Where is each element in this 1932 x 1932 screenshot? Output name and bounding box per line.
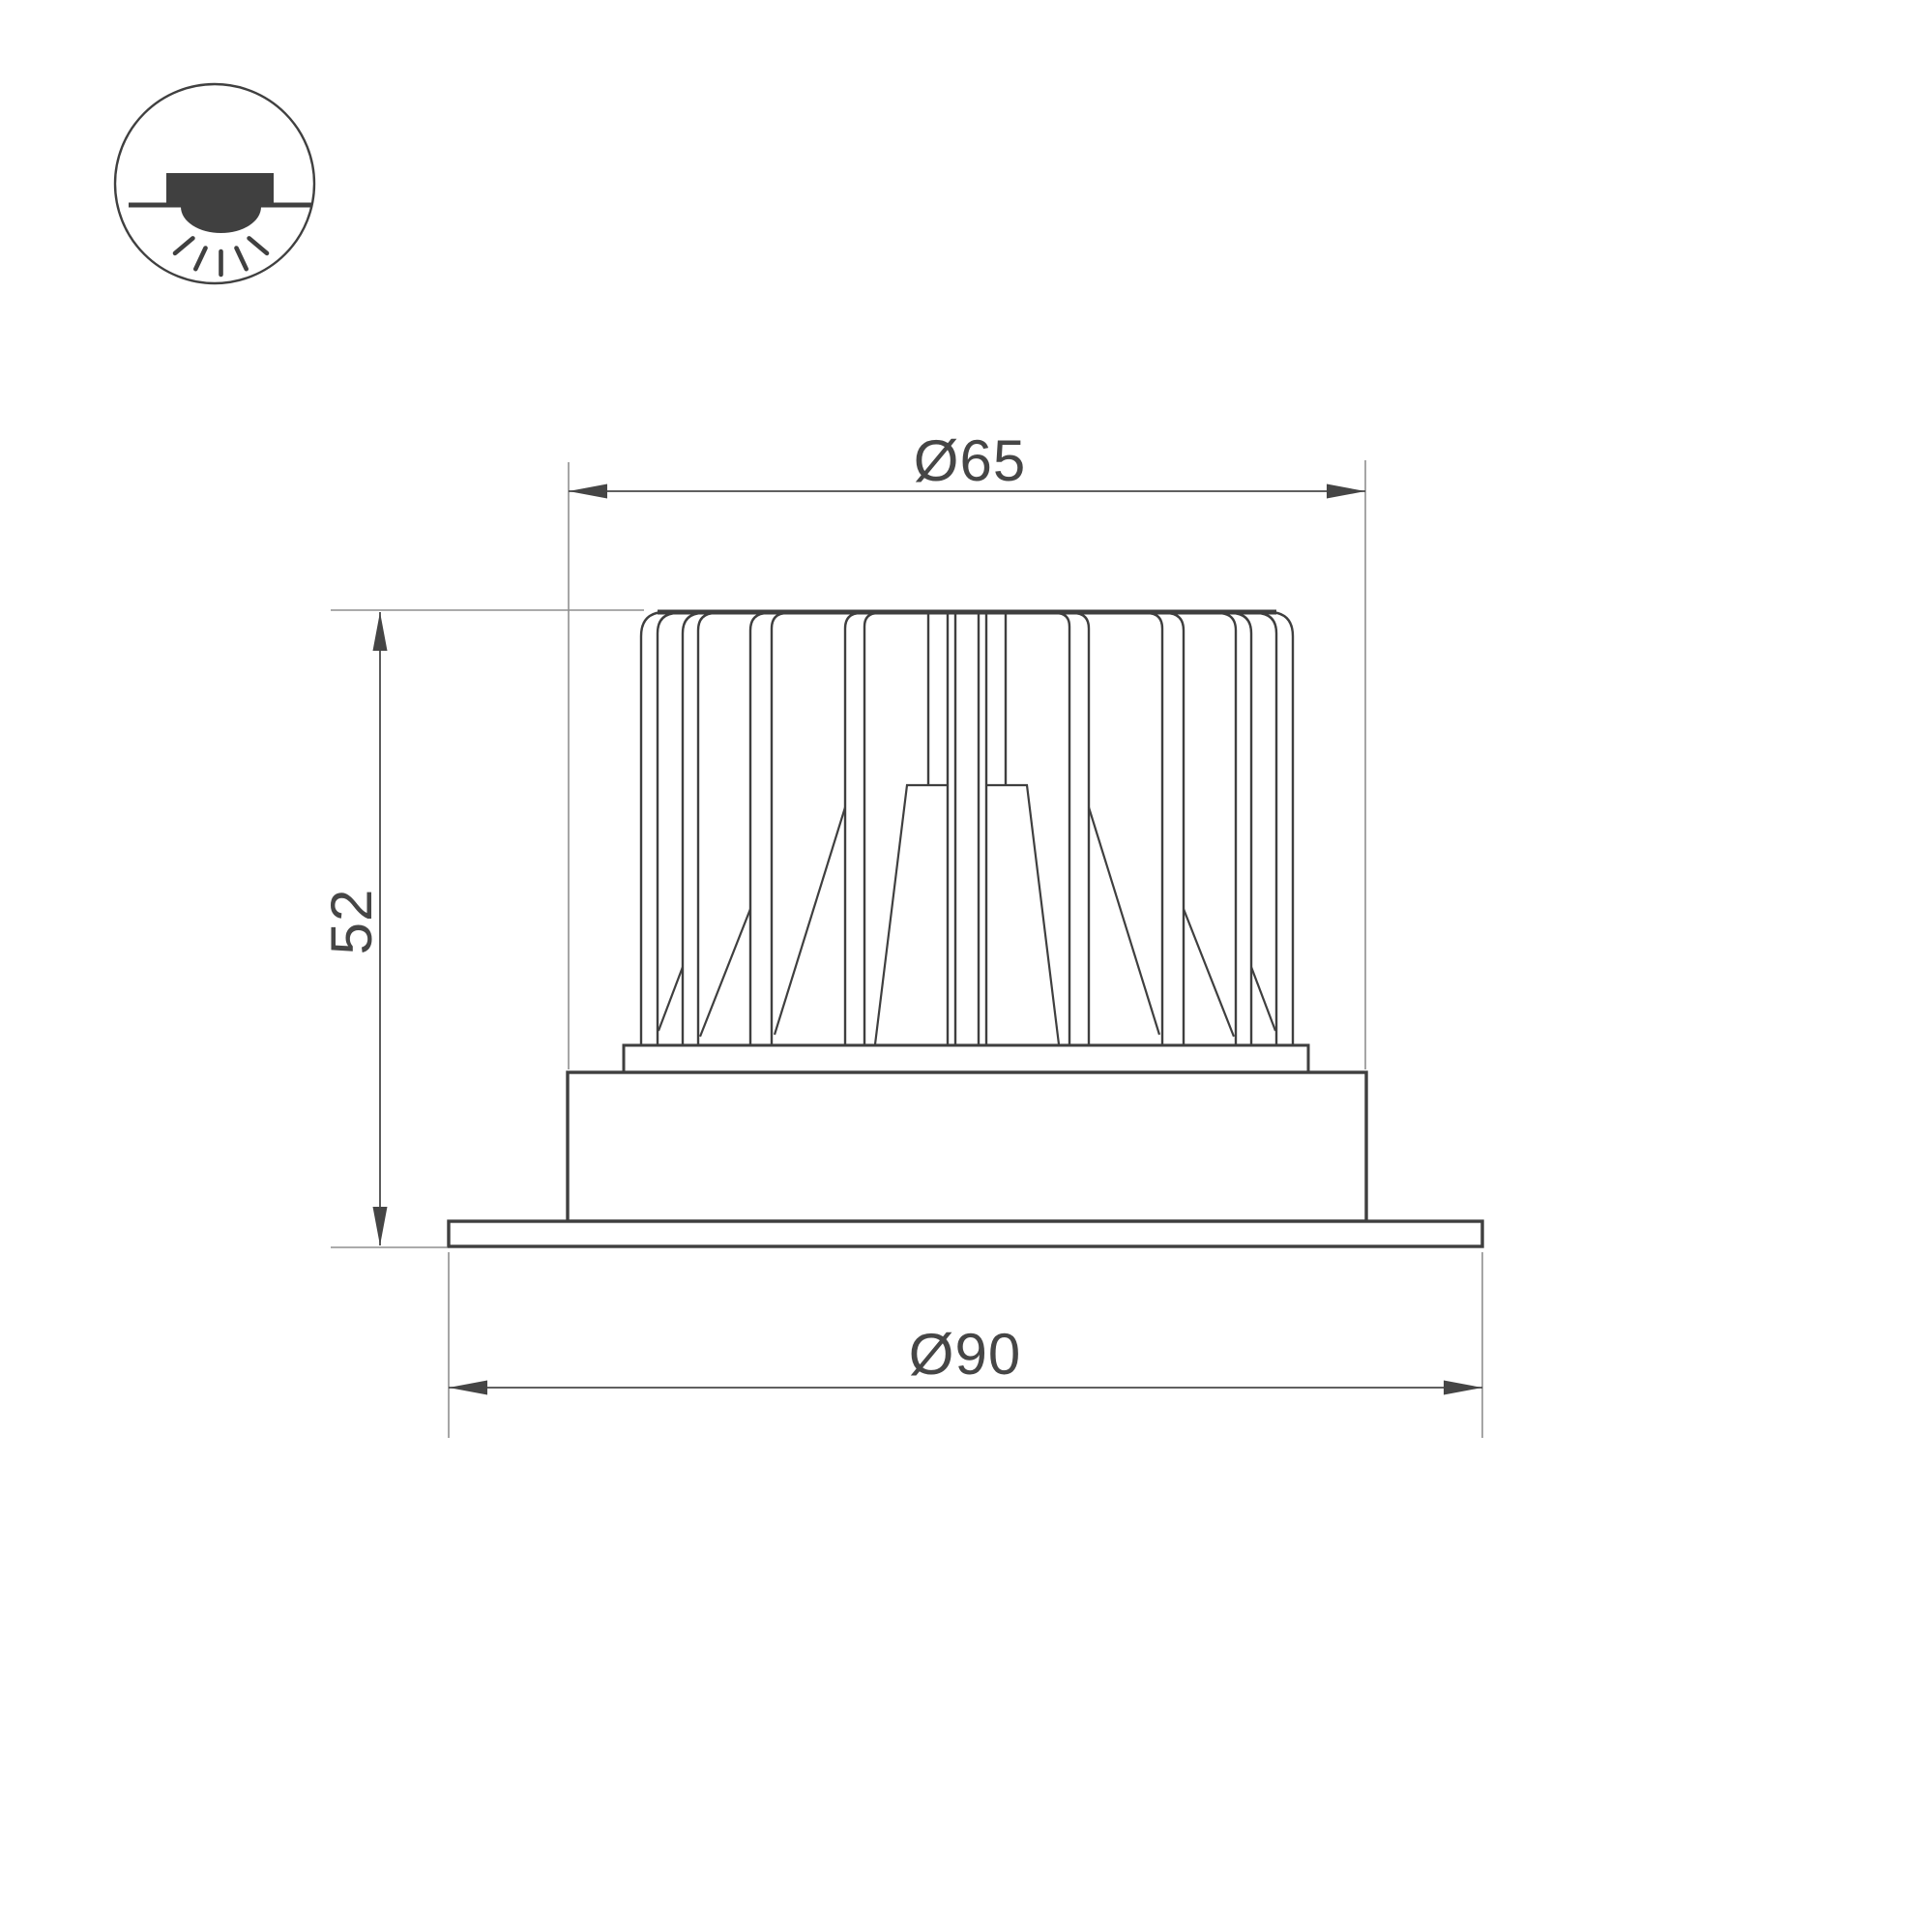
fin-line <box>845 613 861 1044</box>
fin-line <box>1147 613 1162 1044</box>
arrowhead-right-icon <box>1444 1381 1482 1395</box>
fin-line <box>1073 613 1089 1044</box>
dimension-label-body-diameter: Ø65 <box>913 428 1027 493</box>
cone-diagonal <box>700 909 750 1037</box>
arrowhead-left-icon <box>569 484 607 499</box>
cone-trapezoid-left <box>875 785 948 1044</box>
fin-line <box>1269 612 1293 1044</box>
dimension-label-height: 52 <box>319 888 384 955</box>
fin-line <box>683 613 703 1044</box>
cone-diagonal <box>1089 807 1159 1035</box>
fin-line <box>1166 613 1184 1044</box>
arrowhead-up-icon <box>373 612 388 651</box>
cone-trapezoid-right <box>986 785 1059 1044</box>
arrowhead-down-icon <box>373 1207 388 1245</box>
fin-line <box>698 613 716 1044</box>
fin-line <box>641 612 665 1044</box>
heatsink-base-plate <box>624 1045 1308 1072</box>
fixture-front-view <box>449 612 1482 1246</box>
cone-diagonal <box>775 807 845 1035</box>
cone-diagonal <box>659 967 683 1031</box>
fin-line <box>772 613 787 1044</box>
arrowhead-right-icon <box>1327 484 1365 499</box>
heatsink-fins <box>641 612 1293 1044</box>
fin-line <box>1231 613 1251 1044</box>
fin-line <box>1218 613 1236 1044</box>
dimension-label-flange-diameter: Ø90 <box>908 1322 1022 1387</box>
icon-lamp-dome <box>181 207 261 233</box>
dimension-body-diameter <box>569 428 1365 1069</box>
recessed-downlight-icon <box>115 84 314 283</box>
cone-diagonal <box>1184 909 1234 1037</box>
trim-flange <box>449 1221 1482 1246</box>
fin-line <box>750 613 768 1044</box>
arrowhead-left-icon <box>449 1381 487 1395</box>
cone-diagonal <box>1251 967 1275 1031</box>
fin-line <box>1056 613 1069 1044</box>
icon-recessed-housing <box>166 173 274 203</box>
fin-line <box>864 613 878 1044</box>
dimension-flange-diameter <box>449 1252 1482 1438</box>
fin-line <box>1256 613 1276 1044</box>
icon-light-rays <box>175 238 267 275</box>
housing-body <box>568 1072 1366 1221</box>
fin-line <box>658 613 678 1044</box>
